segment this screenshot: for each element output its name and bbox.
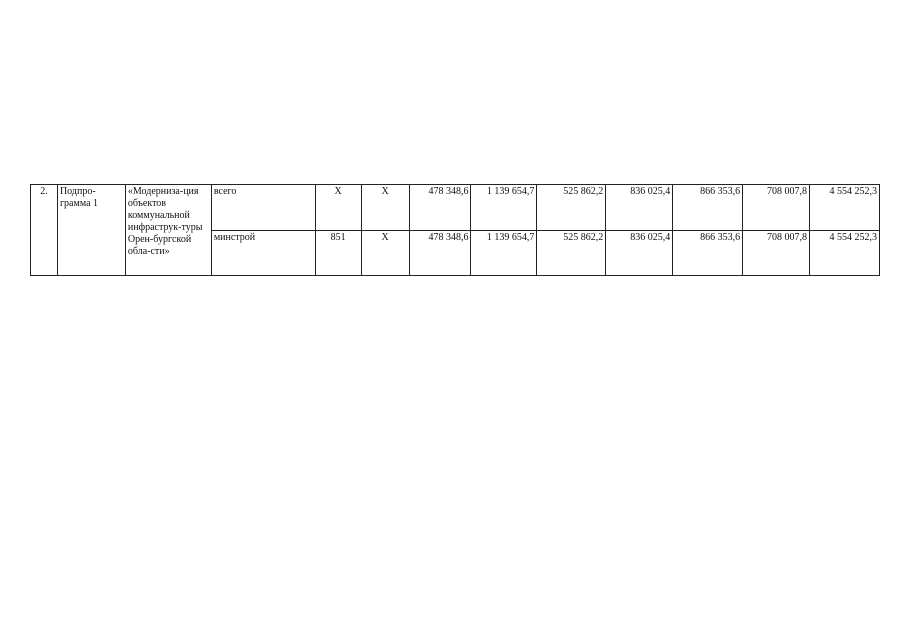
cell-9: 1 139 654,7 [471, 230, 537, 276]
cell-8: 478 348,6 [409, 185, 471, 231]
cell-7: X [361, 185, 409, 231]
cell-5: 851 [315, 230, 361, 276]
table-row [31, 185, 880, 231]
cell-12: 866 353,6 [673, 230, 743, 276]
executor: минстрой [211, 230, 315, 276]
program-name: Подпро-грамма 1 [57, 185, 125, 276]
row-number: 2. [31, 185, 58, 276]
cell-14: 4 554 252,3 [810, 230, 880, 276]
cell-14: 4 554 252,3 [810, 185, 880, 231]
cell-11: 836 025,4 [606, 185, 673, 231]
program-title: «Модерниза-ция объектов коммунальной инфраструк-туры Орен-бургской обла-сти» [125, 185, 211, 276]
cell-10: 525 862,2 [537, 230, 606, 276]
cell-10: 525 862,2 [537, 185, 606, 231]
cell-5: X [315, 185, 361, 231]
program-table [30, 184, 880, 276]
cell-9: 1 139 654,7 [471, 185, 537, 231]
executor: всего [211, 185, 315, 231]
cell-8: 478 348,6 [409, 230, 471, 276]
cell-13: 708 007,8 [743, 185, 810, 231]
cell-12: 866 353,6 [673, 185, 743, 231]
cell-13: 708 007,8 [743, 230, 810, 276]
cell-11: 836 025,4 [606, 230, 673, 276]
cell-7: X [361, 230, 409, 276]
